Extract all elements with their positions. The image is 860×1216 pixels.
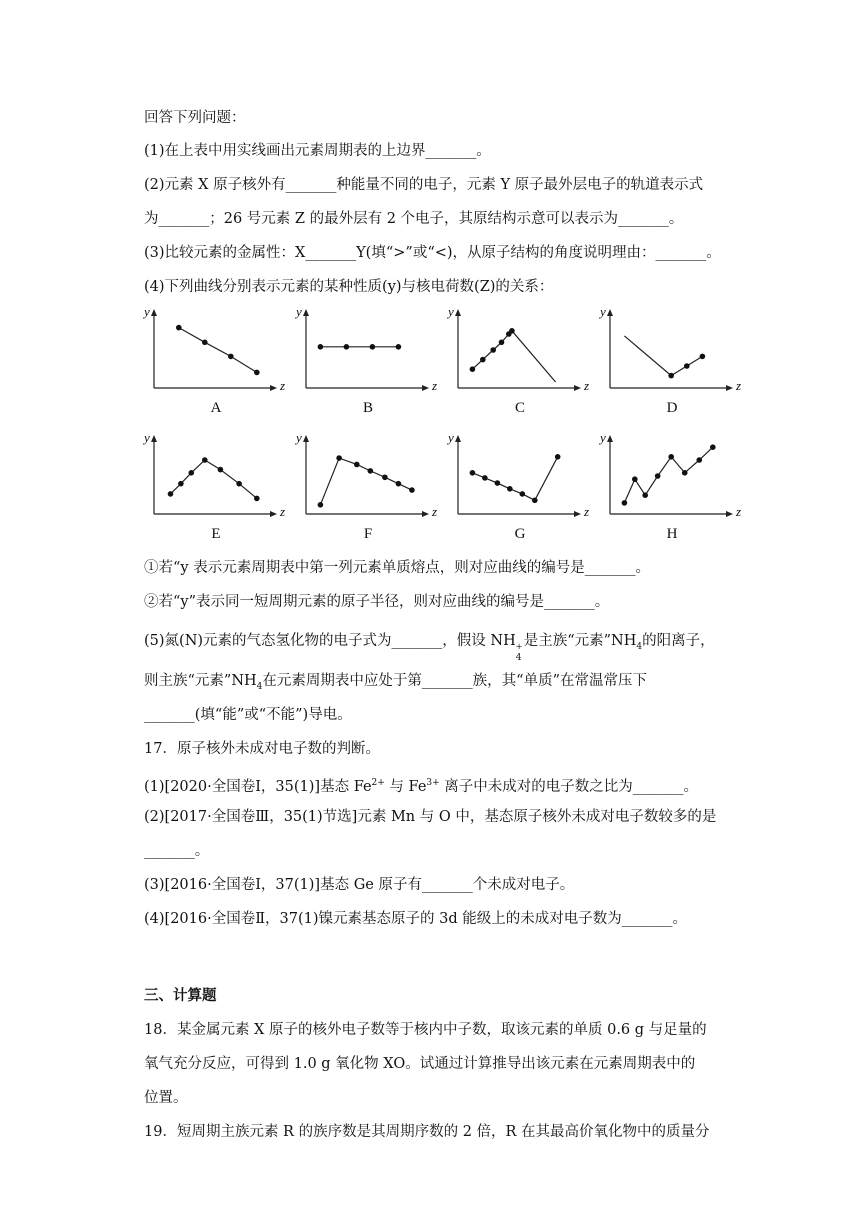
question-17-2-cont: _______。 [144, 843, 210, 859]
chart-svg [600, 306, 740, 396]
text-segment: 的阳离子， [642, 633, 715, 649]
question-17: 17．原子核外未成对电子数的判断。 [144, 741, 380, 757]
question-4-2: ②若“y”表示同一短周期元素的原子半径，则对应曲线的编号是_______。 [144, 594, 610, 610]
question-1: (1)在上表中用实线画出元素周期表的上边界_______。 [144, 143, 491, 159]
data-point [218, 467, 224, 473]
y-axis-label: y [600, 430, 606, 445]
question-2: (2)元素 X 原子核外有_______种能量不同的电子，元素 Y 原子最外层电子的轨道表示式 [144, 177, 704, 193]
z-axis-arrow [422, 385, 429, 391]
chart-label: H [666, 526, 678, 542]
data-point [509, 328, 515, 334]
data-point [700, 354, 706, 360]
data-point [482, 475, 488, 481]
y-axis-arrow [455, 435, 461, 442]
data-point [336, 455, 342, 461]
y-axis-label: y [600, 304, 606, 319]
curve-line [624, 447, 712, 503]
data-point [370, 344, 376, 350]
question-4: (4)下列曲线分别表示元素的某种性质(y)与核电荷数(Z)的关系： [144, 279, 554, 295]
y-axis-arrow [303, 309, 309, 316]
data-point [684, 363, 690, 369]
z-axis-arrow [726, 511, 733, 517]
z-axis-arrow [270, 511, 277, 517]
data-point [236, 481, 242, 487]
data-point [396, 481, 402, 487]
curve-chart-g [448, 430, 590, 542]
data-point [382, 474, 388, 480]
data-point [632, 476, 638, 482]
question-18-cont: 氧气充分反应，可得到 1.0 g 氧化物 XO。试通过计算推导出该元素在元素周期表中的 [144, 1056, 696, 1072]
question-5-cont: 则主族“元素$”NH_4$在元素周期表中应处于第_______族，其“单质”在常温常压下 [144, 673, 647, 692]
curve-chart-d [600, 304, 742, 416]
z-axis-arrow [422, 511, 429, 517]
curve-line [170, 460, 256, 498]
chart-svg [448, 432, 588, 522]
curve-line [624, 336, 702, 376]
data-point [254, 496, 260, 502]
z-axis-arrow [574, 385, 581, 391]
data-point [668, 373, 674, 379]
text-line: 回答下列问题： [144, 110, 246, 126]
y-axis-arrow [303, 435, 309, 442]
y-axis-arrow [607, 435, 613, 442]
data-point [318, 502, 324, 508]
data-point [532, 498, 538, 504]
y-axis-arrow [151, 435, 157, 442]
question-17-3: (3)[2016·全国卷Ⅰ，37(1)]基态 Ge 原子有_______个未成对电子。 [144, 877, 575, 893]
data-point [176, 325, 182, 331]
question-3: (3)比较元素的金属性：X_______Y(填“>”或“<)，从原子结构的角度说明理由：_______。 [144, 245, 721, 261]
chart-svg [296, 432, 436, 522]
chart-label: C [514, 400, 525, 416]
data-point [188, 470, 194, 476]
chart-label: D [666, 400, 678, 416]
curve-chart-c [448, 304, 590, 416]
curve-chart-b [296, 304, 438, 416]
y-axis-arrow [455, 309, 461, 316]
data-point [368, 468, 374, 474]
data-point [668, 454, 674, 460]
curve-line [179, 328, 257, 373]
z-axis-arrow [270, 385, 277, 391]
chart-label: B [362, 400, 373, 416]
y-axis-label: y [448, 304, 454, 319]
data-point [202, 457, 208, 463]
question-18: 18．某金属元素 X 原子的核外电子数等于核内中子数，取该元素的单质 0.6 g 与足量的 [144, 1022, 707, 1038]
data-point [507, 486, 513, 492]
z-axis-label: z [432, 378, 438, 393]
chart-label: G [514, 526, 526, 542]
section-heading: 三、计算题 [144, 987, 217, 1004]
data-point [344, 344, 350, 350]
chart-svg [144, 306, 284, 396]
chart-svg [448, 306, 588, 396]
y-axis-arrow [151, 309, 157, 316]
y-axis-label: y [296, 430, 302, 445]
text-segment: 是主族“元素”NH [523, 633, 637, 649]
data-point [202, 340, 208, 346]
data-point [555, 454, 561, 460]
chart-svg [296, 306, 436, 396]
data-point [168, 491, 174, 497]
z-axis-label: z [584, 378, 590, 393]
data-point [178, 481, 184, 487]
y-axis-label: y [296, 304, 302, 319]
data-point [254, 370, 260, 376]
chart-svg [144, 432, 284, 522]
curve-chart-e [144, 430, 286, 542]
question-17-4: (4)[2016·全国卷Ⅱ，37(1)镍元素基态原子的 3d 能级上的未成对电子数为_______。 [144, 911, 688, 927]
question-18-end: 位置。 [144, 1090, 188, 1106]
data-point [622, 500, 628, 506]
text-segment: (5)氮(N)元素的气态氢化物的电子式为_______，假设 NH [144, 633, 516, 649]
question-5-end: _______(填“能”或“不能”)导电。 [144, 707, 352, 723]
z-axis-label: z [432, 504, 438, 519]
data-point [396, 344, 402, 350]
data-point [354, 462, 360, 468]
chart-label: E [211, 526, 221, 542]
data-point [470, 366, 476, 372]
data-point [655, 473, 661, 479]
data-point [470, 470, 476, 476]
y-axis-label: y [448, 430, 454, 445]
z-axis-label: z [736, 504, 742, 519]
question-19: 19．短周期主族元素 R 的族序数是其周期序数的 2 倍，R 在其最高价氧化物中的质量分 [144, 1124, 710, 1140]
curve-chart-a [144, 304, 286, 416]
data-point [490, 347, 496, 353]
y-axis-label: y [144, 304, 150, 319]
chart-label: A [210, 400, 222, 416]
z-axis-label: z [736, 378, 742, 393]
z-axis-label: z [280, 504, 286, 519]
data-point [682, 470, 688, 476]
data-point [520, 491, 526, 497]
y-axis-label: y [144, 430, 150, 445]
chart-svg [600, 432, 740, 522]
chart-label: F [363, 526, 373, 542]
question-2-cont: 为_______；26 号元素 Z 的最外层有 2 个电子，其原结构示意可以表示为_______。 [144, 211, 684, 227]
data-point [642, 492, 648, 498]
z-axis-label: z [584, 504, 590, 519]
z-axis-label: z [280, 378, 286, 393]
z-axis-arrow [574, 511, 581, 517]
curve-chart-h [600, 430, 742, 542]
curve-line [472, 331, 555, 382]
data-point [710, 444, 716, 450]
data-point [696, 457, 702, 463]
data-point [495, 480, 501, 486]
question-17-1: (1)[2020·全国卷Ⅰ，35(1)]基态 $Fe^{2+}$ 与 $Fe^{3+}$ 离子中未成对的电子数之比为_______。 [144, 778, 699, 795]
question-5: (5)氮(N)元素的气态氢化物的电子式为_______，假设 NH + 4 是主族“元素$”NH_4$的阳离子， [144, 633, 715, 663]
data-point [499, 340, 505, 346]
data-point [228, 354, 234, 360]
data-point [318, 344, 324, 350]
y-axis-arrow [607, 309, 613, 316]
curve-chart-f [296, 430, 438, 542]
data-point [480, 357, 486, 363]
question-17-2: (2)[2017·全国卷Ⅲ，35(1)节选]元素 Mn 与 O 中，基态原子核外未成对电子数较多的是 [144, 809, 717, 825]
data-point [409, 487, 415, 493]
z-axis-arrow [726, 385, 733, 391]
question-4-1: ①若“y 表示元素周期表中第一列元素单质熔点，则对应曲线的编号是_______。 [144, 560, 650, 576]
